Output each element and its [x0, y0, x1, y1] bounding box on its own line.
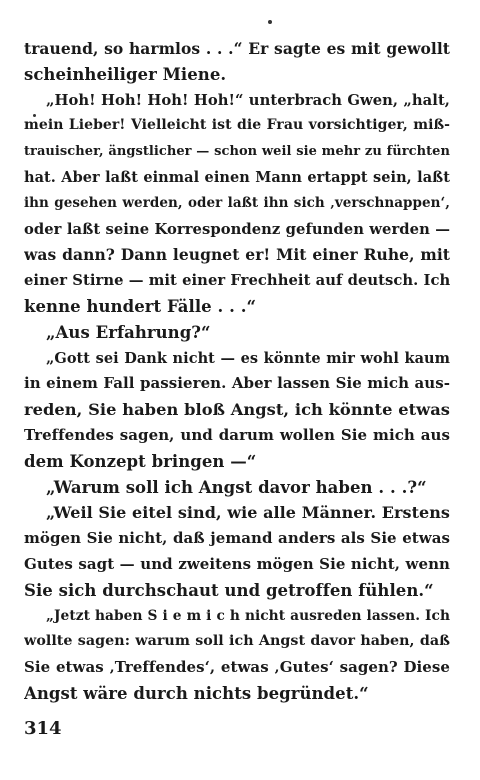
text-line: scheinheiliger Miene.	[24, 64, 227, 84]
text-line: Sie etwas ‚Treffendes‘, etwas ‚Gutes‘ sagen? Diese	[24, 658, 450, 677]
text-line: „Aus Erfahrung?“	[46, 322, 211, 342]
text-line: Sie sich durchschaut und getroffen fühlen.“	[24, 580, 434, 600]
body-text	[24, 36, 450, 707]
text-line: „Jetzt haben S i e m i c h nicht ausreden lassen. Ich	[46, 607, 450, 624]
text-line: „Hoh! Hoh! Hoh! Hoh!“ unterbrach Gwen, „halt,	[46, 91, 450, 109]
text-line: mein Lieber! Vielleicht ist die Frau vorsichtiger, miß-	[24, 117, 450, 134]
text-line: dem Konzept bringen —“	[24, 451, 257, 471]
text-line: in einem Fall passieren. Aber lassen Sie mich aus-	[24, 374, 450, 393]
text-line: trauend, so harmlos . . .“ Er sagte es mit gewollt	[24, 39, 450, 58]
text-line: oder laßt seine Korrespondenz gefunden werden —	[24, 220, 450, 238]
text-line: hat. Aber laßt einmal einen Mann ertappt sein, laßt	[24, 168, 450, 186]
text-line: ihn gesehen werden, oder laßt ihn sich ‚verschnappen‘,	[24, 194, 450, 211]
text-line: mögen Sie nicht, daß jemand anders als Sie etwas	[24, 529, 450, 548]
ink-speck	[268, 20, 272, 24]
text-line: was dann? Dann leugnet er! Mit einer Ruhe, mit	[24, 245, 450, 265]
text-line: Angst wäre durch nichts begründet.“	[24, 683, 369, 703]
text-line: wollte sagen: warum soll ich Angst davor haben, daß	[24, 633, 450, 650]
text-line: „Gott sei Dank nicht — es könnte mir wohl kaum	[46, 349, 450, 367]
text-line: „Warum soll ich Angst davor haben . . .?“	[46, 477, 427, 497]
text-line: trauischer, ängstlicher — schon weil sie mehr zu fürchten	[24, 144, 450, 160]
text-line: reden, Sie haben bloß Angst, ich könnte etwas	[24, 400, 450, 420]
text-line: kenne hundert Fälle . . .“	[24, 296, 257, 316]
text-line: Gutes sagt — und zweitens mögen Sie nicht, wenn	[24, 554, 450, 573]
page-number: 314	[24, 718, 62, 739]
text-line: Treffendes sagen, und darum wollen Sie mich aus	[24, 425, 450, 444]
text-line: „Weil Sie eitel sind, wie alle Männer. Erstens	[46, 503, 450, 523]
text-line: einer Stirne — mit einer Frechheit auf deutsch. Ich	[24, 272, 450, 290]
